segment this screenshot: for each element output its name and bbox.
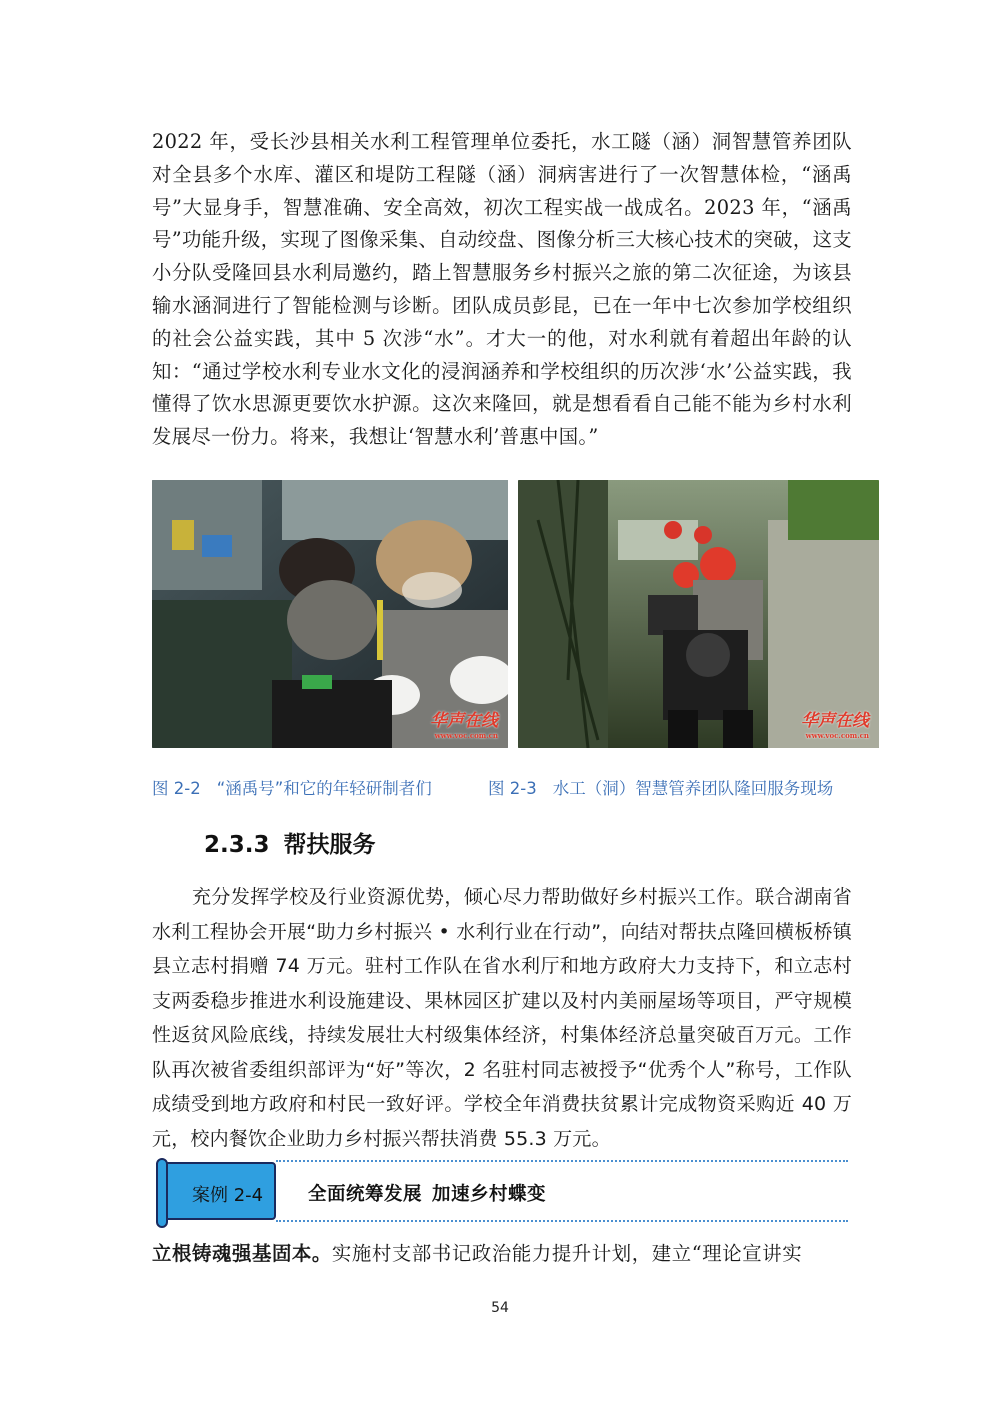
figure-caption [152, 775, 432, 799]
watermark-logo [801, 706, 869, 740]
divider [276, 1160, 848, 1162]
watermark-url: www.voc.com.cn [805, 731, 869, 740]
case-paragraph [152, 1238, 852, 1270]
figure-photo-field-service [518, 480, 879, 748]
case-lead: 立根铸魂强基固本。 [152, 1242, 332, 1265]
figure-number: 图 2-2 [152, 779, 201, 798]
case-banner [158, 1160, 848, 1228]
watermark-text: 华声在线 [430, 711, 498, 731]
figure-photo-researchers [152, 480, 508, 748]
case-title [308, 1180, 546, 1206]
figure-caption [488, 775, 833, 799]
watermark-text: 华声在线 [801, 711, 869, 731]
body-paragraph: 2022 年，受长沙县相关水利工程管理单位委托，水工隧（涵）洞智慧管养团队对全县多个水库、灌区和堤防工程隧（涵）洞病害进行了一次智慧体检，“涵禹号”大显身手，智慧准确、安全高效，初次工程实战一战成名。2023 年，“涵禹号”功能升级，实现了图像采集、自动绞盘、图像分析三大核心技术的突破，这支小分队受隆回县水利局邀约，踏上智慧服务乡村振兴之旅的第二次征途，为该县输水涵洞进行了智能检测与诊断。团队成员彭昆，已在一年中七次参加学校组织的社会公益实践，其中 5 次涉“水”。才大一的他，对水利就有着超出年龄的认知：“通过学校水利专业水文化的浸润涵养和学校组织的历次涉‘水’公益实践，我懂得了饮水思源更要饮水护源。这次来隆回，就是想看看自己能不能为乡村水利发展尽一份力。将来，我想让‘智慧水利’普惠中国。” [152, 130, 852, 449]
page-number: 54 [491, 1300, 509, 1316]
section-title-text: 帮扶服务 [283, 832, 376, 858]
case-scroll-tag [158, 1162, 276, 1220]
watermark-logo [430, 706, 498, 740]
figure-number: 图 2-3 [488, 779, 537, 798]
case-title-part: 加速乡村蝶变 [432, 1184, 547, 1205]
figure-caption-text: 水工（洞）智慧管养团队隆回服务现场 [552, 779, 834, 798]
section-number: 2.3.3 [204, 832, 270, 858]
case-text: 实施村支部书记政治能力提升计划，建立“理论宣讲实 [331, 1242, 803, 1265]
divider [276, 1220, 848, 1222]
section-heading [204, 826, 376, 859]
body-paragraph: 充分发挥学校及行业资源优势，倾心尽力帮助做好乡村振兴工作。联合湖南省水利工程协会开展“助力乡村振兴 • 水利行业在行动”，向结对帮扶点隆回横板桥镇县立志村捐赠 74 万元。驻村工作队在省水利厅和地方政府大力支持下，和立志村支两委稳步推进水利设施建设、果林园区扩建以及村内美丽屋场等项目，严守规模性返贫风险底线，持续发展壮大村级集体经济，村集体经济总量突破百万元。工作队再次被省委组织部评为“好”等次，2 名驻村同志被授予“优秀个人”称号，工作队成绩受到地方政府和村民一致好评。学校全年消费扶贫累计完成物资采购近 40 万元，校内餐饮企业助力乡村振兴帮扶消费 55.3 万元。 [152, 886, 852, 1150]
watermark-url: www.voc.com.cn [434, 731, 498, 740]
case-label: 案例 2-4 [192, 1185, 264, 1206]
case-title-part: 全面统筹发展 [308, 1184, 423, 1205]
figure-caption-text: “涵禹号”和它的年轻研制者们 [216, 779, 432, 798]
